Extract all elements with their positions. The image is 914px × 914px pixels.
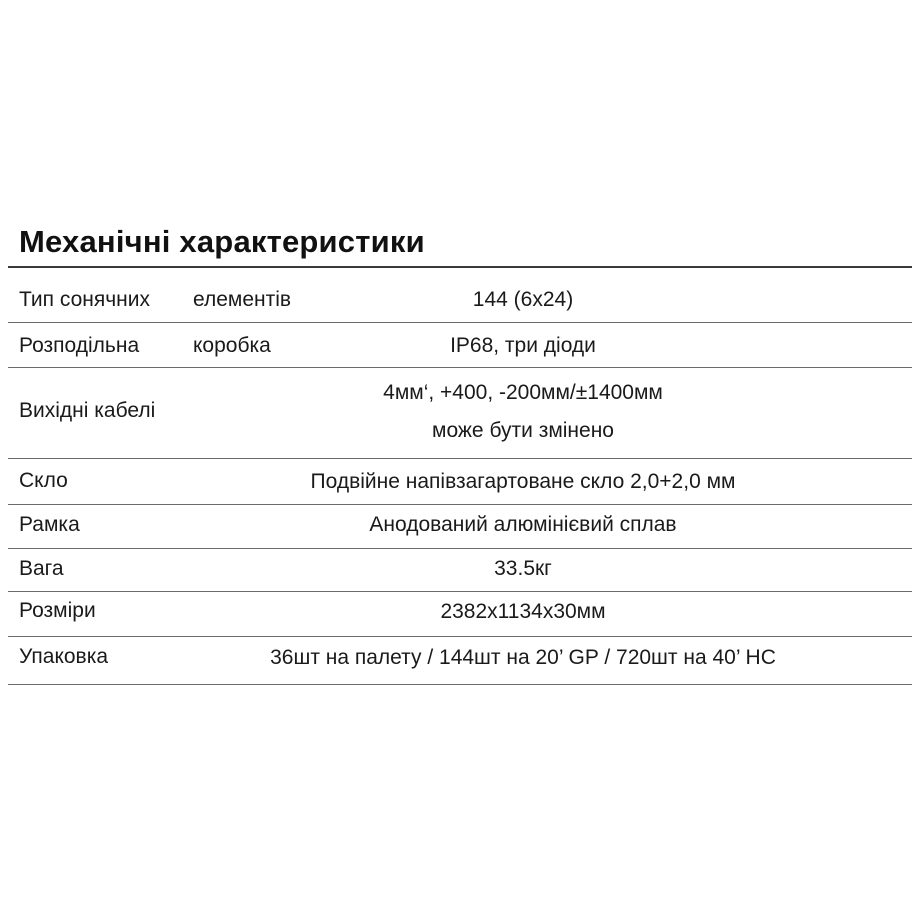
spec-label-cont: коробка: [193, 334, 271, 357]
spec-value: IP68, три діоди: [450, 334, 596, 357]
spec-row-packaging: [8, 637, 912, 685]
spec-row-cables: [8, 368, 912, 459]
spec-label: Скло: [19, 469, 68, 492]
title-divider: [8, 266, 912, 268]
spec-row-cell-type: [8, 279, 912, 323]
spec-row-frame: [8, 505, 912, 549]
spec-value: 144 (6x24): [472, 288, 574, 311]
spec-label: Розподільна: [19, 334, 140, 357]
spec-label-cont: елементів: [193, 288, 292, 311]
spec-value: 2382x1134x30мм: [440, 600, 606, 623]
spec-label: Розміри: [19, 599, 96, 622]
spec-value: Подвійне напівзагартоване скло 2,0+2,0 мм: [310, 470, 736, 493]
spec-row-dimensions: [8, 592, 912, 637]
spec-row-junction-box: [8, 323, 912, 368]
spec-label: Упаковка: [19, 645, 109, 668]
spec-value-line-1: 4мм‘, +400, -200мм/±1400мм: [383, 381, 663, 404]
spec-row-glass: [8, 459, 912, 505]
spec-value: 36шт на палету / 144шт на 20’ GP / 720шт на 40’ HC: [270, 646, 776, 669]
spec-label: Вихідні кабелі: [19, 399, 156, 422]
spec-label: Вага: [19, 557, 64, 580]
spec-value: Анодований алюмінієвий сплав: [369, 513, 677, 536]
spec-row-weight: [8, 549, 912, 592]
section-title: Механічні характеристики: [19, 224, 425, 259]
spec-value-line-2: може бути змінено: [432, 419, 614, 442]
spec-label: Рамка: [19, 513, 80, 536]
spec-value: 33.5кг: [494, 557, 552, 580]
spec-label: Тип сонячних: [19, 288, 150, 311]
